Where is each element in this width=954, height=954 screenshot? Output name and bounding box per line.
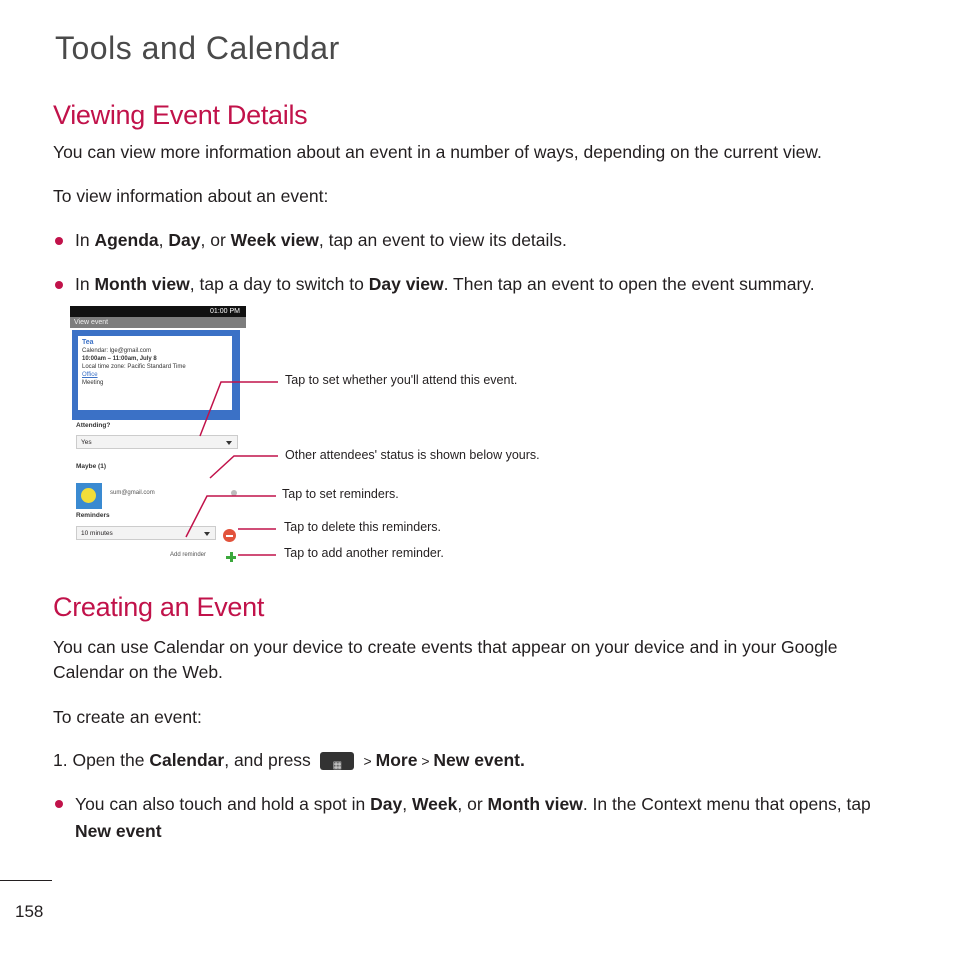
event-time: 10:00am – 11:00am, July 8 xyxy=(82,356,157,362)
event-timezone: Local time zone: Pacific Standard Time xyxy=(82,364,186,370)
event-location-link[interactable]: Office xyxy=(82,372,98,378)
callout-add-reminder: Tap to add another reminder. xyxy=(284,546,444,560)
app-title-bar: View event xyxy=(70,317,246,328)
leader-others xyxy=(210,456,278,478)
attendee-email: sum@gmail.com xyxy=(110,490,155,496)
section-heading-viewing-event-details: Viewing Event Details xyxy=(53,100,308,130)
bullet-month-view: In Month view, tap a day to switch to Day view. Then tap an event to open the event summary. xyxy=(75,274,815,294)
menu-key-icon xyxy=(320,752,354,770)
page-number: 158 xyxy=(15,902,44,921)
section2-subheading: To create an event: xyxy=(53,707,202,727)
event-description: Meeting xyxy=(82,380,104,386)
leader-attend xyxy=(200,382,278,436)
attending-select[interactable]: Yes xyxy=(76,435,238,449)
callout-delete-reminder: Tap to delete this reminders. xyxy=(284,520,442,534)
reminder-select[interactable]: 10 minutes xyxy=(76,526,216,540)
event-title: Tea xyxy=(82,339,94,346)
callout-others: Other attendees' status is shown below yours. xyxy=(285,448,540,462)
attending-label: Attending? xyxy=(76,422,111,429)
step-1: 1. Open the Calendar, and press ▦ > More > New event. xyxy=(53,748,525,774)
maybe-label: Maybe (1) xyxy=(76,463,106,470)
add-reminder-label[interactable]: Add reminder xyxy=(170,552,207,558)
bullet-marker xyxy=(55,800,63,808)
reminders-label: Reminders xyxy=(76,512,110,519)
chapter-title: Tools and Calendar xyxy=(55,30,340,66)
section-heading-creating-an-event: Creating an Event xyxy=(53,592,265,622)
bullet-agenda-day-week: In Agenda, Day, or Week view, tap an event to view its details. xyxy=(75,230,567,250)
status-bar: 01:00 PM xyxy=(70,306,246,317)
footer-rule xyxy=(0,880,52,881)
event-calendar: Calendar: lge@gmail.com xyxy=(82,348,152,354)
section2-intro: You can use Calendar on your device to create events that appear on your device and in your Google Calendar on the Web. xyxy=(53,637,838,682)
section1-subheading: To view information about an event: xyxy=(53,186,329,206)
callout-attend: Tap to set whether you'll attend this event. xyxy=(285,373,518,387)
callout-set-reminders: Tap to set reminders. xyxy=(282,487,399,501)
leader-set-reminders xyxy=(186,496,276,537)
section1-intro: You can view more information about an event in a number of ways, depending on the current view. xyxy=(53,142,822,162)
bullet-context-menu: You can also touch and hold a spot in Day, Week, or Month view. In the Context menu that opens, tap New event xyxy=(75,794,871,841)
